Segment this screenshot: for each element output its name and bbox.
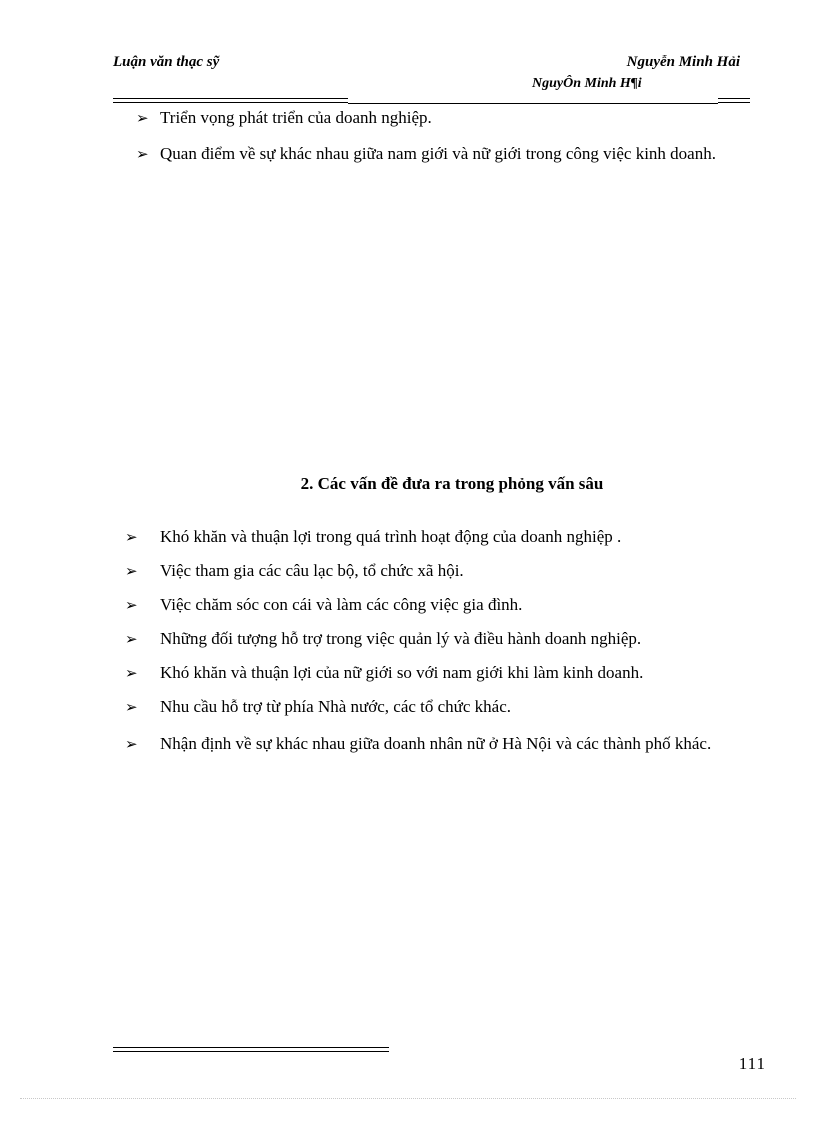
arrowhead-bullet-icon: ➢ [125,630,138,648]
list-item-text: Nhận định về sự khác nhau giữa doanh nhân nữ ở Hà Nội và các thành phố khác. [160,734,712,753]
list-item-text: Nhu cầu hỗ trợ từ phía Nhà nước, các tổ chức khác. [160,697,512,716]
header-author-name: Nguyễn Minh Hải [626,54,740,70]
list-item-text: Triển vọng phát triển của doanh nghiệp. [160,108,432,127]
arrowhead-bullet-icon: ➢ [125,664,138,682]
arrowhead-bullet-icon: ➢ [125,596,138,614]
footer-rule [113,1047,389,1052]
list-item-text: Quan điểm về sự khác nhau giữa nam giới và nữ giới trong công việc kinh doanh. [160,144,716,163]
list-item [125,622,740,656]
page-number: 111 [738,1054,766,1073]
arrowhead-bullet-icon: ➢ [125,528,138,546]
section-heading: 2. Các vấn đề đưa ra trong phỏng vấn sâu [300,474,604,493]
header-thesis-label: Luận văn thạc sỹ [113,54,220,70]
header-author-name-garbled: NguyÔn Minh H¶i [532,76,642,91]
list-item [125,656,740,690]
arrowhead-bullet-icon: ➢ [136,145,149,163]
list-item [136,137,738,171]
list-item [125,554,740,588]
arrowhead-bullet-icon: ➢ [125,698,138,716]
list-item [136,101,738,135]
list-item [125,588,740,622]
arrowhead-bullet-icon: ➢ [125,562,138,580]
page-bottom-border [20,1098,796,1099]
list-item-text: Khó khăn và thuận lợi của nữ giới so với nam giới khi làm kinh doanh. [160,663,644,682]
arrowhead-bullet-icon: ➢ [136,109,149,127]
list-item-text: Khó khăn và thuận lợi trong quá trình hoạt động của doanh nghiệp . [160,527,622,546]
list-item-text: Việc chăm sóc con cái và làm các công việc gia đình. [160,595,523,614]
list-item [125,727,740,761]
list-item-text: Việc tham gia các câu lạc bộ, tổ chức xã hội. [160,561,464,580]
list-item [125,520,740,554]
list-item-text: Những đối tượng hỗ trợ trong việc quản lý và điều hành doanh nghiệp. [160,629,642,648]
list-item [125,690,740,724]
arrowhead-bullet-icon: ➢ [125,735,138,753]
